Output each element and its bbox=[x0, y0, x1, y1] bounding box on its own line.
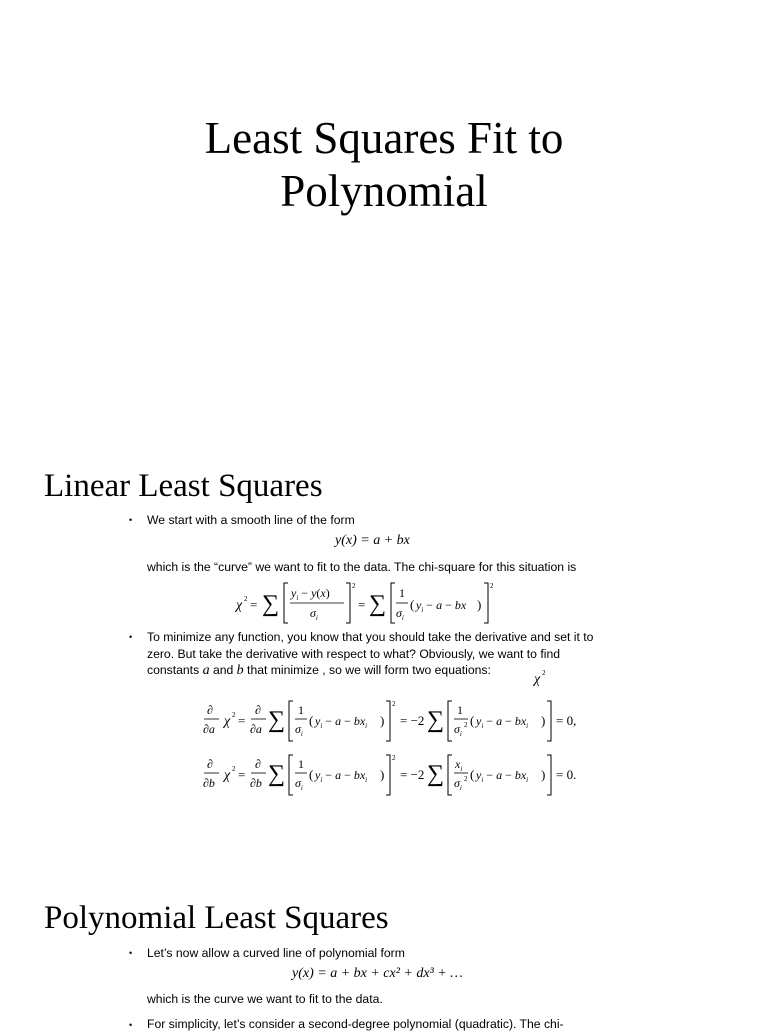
svg-text:(: ( bbox=[470, 767, 475, 782]
bullet-marker: • bbox=[129, 1020, 133, 1030]
svg-text:= 0,: = 0, bbox=[556, 713, 577, 728]
svg-text:): ) bbox=[477, 597, 482, 612]
svg-text:∑: ∑ bbox=[369, 591, 387, 617]
svg-text:χ: χ bbox=[236, 598, 243, 613]
polynomial-least-squares-heading: Polynomial Least Squares bbox=[44, 900, 389, 936]
svg-text:2: 2 bbox=[244, 595, 248, 603]
svg-text:∂: ∂ bbox=[255, 703, 261, 717]
svg-text:∑: ∑ bbox=[268, 761, 286, 787]
svg-text:): ) bbox=[541, 767, 546, 782]
svg-text:=: = bbox=[358, 597, 366, 612]
bullet-minimize-line3 bbox=[147, 662, 491, 679]
svg-text:1: 1 bbox=[457, 703, 463, 717]
svg-text:1: 1 bbox=[298, 757, 304, 771]
svg-text:∑: ∑ bbox=[427, 707, 445, 733]
bullet-polynomial-form: Let’s now allow a curved line of polynomial form bbox=[147, 946, 405, 960]
curve-description: which is the “curve” we want to fit to the data. The chi-square for this situation is bbox=[147, 560, 577, 574]
svg-text:2: 2 bbox=[392, 700, 396, 708]
svg-text:σi: $\sigma_i$ bbox=[454, 776, 462, 792]
svg-text:2: 2 bbox=[232, 711, 236, 719]
bullet-quadratic: For simplicity, let’s consider a second-degree polynomial (quadratic). The chi- bbox=[147, 1017, 564, 1031]
chi-square-equation bbox=[236, 580, 506, 626]
svg-text:2: 2 bbox=[232, 765, 236, 773]
curve-fit-description: which is the curve we want to fit to the data. bbox=[147, 992, 383, 1006]
bullet-smooth-line: We start with a smooth line of the form bbox=[147, 513, 355, 527]
svg-text:σi: $\sigma_i$ bbox=[454, 722, 462, 738]
svg-text:(: ( bbox=[470, 713, 475, 728]
svg-text:): ) bbox=[541, 713, 546, 728]
svg-text:1: 1 bbox=[399, 586, 405, 600]
svg-text:χ: χ bbox=[534, 672, 541, 687]
text-fragment: constants bbox=[147, 663, 203, 677]
text-fragment: and bbox=[209, 663, 237, 677]
text-fragment: that minimize , so we will form two equations: bbox=[243, 663, 491, 677]
linear-model-equation: y(x) = a + bx bbox=[335, 533, 410, 548]
variable-b: b bbox=[236, 663, 244, 678]
svg-text:(: ( bbox=[410, 597, 415, 612]
svg-text:2: 2 bbox=[464, 775, 468, 783]
svg-text:σi: $\sigma_i$ bbox=[295, 722, 303, 738]
bullet-minimize-line2: zero. But take the derivative with respect to what? Obviously, we want to find bbox=[147, 647, 560, 661]
svg-text:yi − y(x): $y_i - y(x)$ bbox=[291, 586, 330, 602]
svg-text:2: 2 bbox=[542, 669, 546, 677]
svg-text:σi: $\sigma_i$ bbox=[295, 776, 303, 792]
svg-text:2: 2 bbox=[464, 721, 468, 729]
bullet-marker: • bbox=[129, 515, 133, 525]
svg-text:σi: $\sigma_i$ bbox=[396, 606, 404, 622]
svg-text:yi − a − bxi: $y_i - a - bx_i$ bbox=[315, 714, 368, 730]
svg-text:∂: ∂ bbox=[255, 757, 261, 771]
svg-text:∑: ∑ bbox=[427, 761, 445, 787]
svg-text:): ) bbox=[380, 713, 385, 728]
title-line-1: Least Squares Fit to bbox=[204, 113, 564, 163]
svg-text:2: 2 bbox=[490, 582, 494, 590]
svg-text:=: = bbox=[250, 597, 258, 612]
svg-text:yi − a − bxi: $y_i - a - bx_i$ bbox=[476, 768, 529, 784]
svg-text:χ: χ bbox=[224, 768, 231, 783]
svg-text:yi − a − bxi: $y_i - a - bx_i$ bbox=[476, 714, 529, 730]
svg-text:σi: $\sigma_i$ bbox=[310, 606, 318, 622]
svg-text:∑: ∑ bbox=[262, 591, 280, 617]
linear-least-squares-heading: Linear Least Squares bbox=[44, 468, 323, 504]
svg-text:= 0.: = 0. bbox=[556, 767, 577, 782]
svg-text:= −2: = −2 bbox=[400, 713, 425, 728]
svg-text:): ) bbox=[380, 767, 385, 782]
bullet-marker: • bbox=[129, 948, 133, 958]
svg-text:=: = bbox=[238, 767, 246, 782]
svg-text:∂b: ∂b bbox=[203, 776, 215, 790]
svg-text:∂a: ∂a bbox=[203, 722, 215, 736]
variable-a: a bbox=[202, 663, 210, 678]
chi-square-symbol bbox=[534, 668, 554, 688]
svg-text:= −2: = −2 bbox=[400, 767, 425, 782]
svg-text:∂: ∂ bbox=[207, 757, 213, 771]
polynomial-model-equation: y(x) = a + bx + cx² + dx³ + … bbox=[292, 966, 463, 981]
title-line-2: Polynomial bbox=[280, 166, 488, 216]
derivative-equations bbox=[200, 700, 590, 800]
svg-text:∑: ∑ bbox=[268, 707, 286, 733]
svg-text:yi − a − bx: $y_i - a$ − bx bbox=[416, 598, 467, 614]
svg-text:(: ( bbox=[309, 767, 314, 782]
bullet-marker: • bbox=[129, 632, 133, 642]
svg-text:∂a: ∂a bbox=[250, 722, 262, 736]
svg-text:=: = bbox=[238, 713, 246, 728]
svg-text:χ: χ bbox=[224, 714, 231, 729]
svg-text:xi: $x_i$ bbox=[455, 757, 463, 773]
svg-text:yi − a − bxi: $y_i - a - bx_i$ bbox=[315, 768, 368, 784]
svg-text:∂b: ∂b bbox=[250, 776, 262, 790]
svg-text:2: 2 bbox=[352, 582, 356, 590]
bullet-minimize-line1: To minimize any function, you know that you should take the derivative and set it to bbox=[147, 630, 594, 644]
slide-title bbox=[0, 112, 768, 218]
svg-text:∂: ∂ bbox=[207, 703, 213, 717]
svg-text:1: 1 bbox=[298, 703, 304, 717]
svg-text:(: ( bbox=[309, 713, 314, 728]
svg-text:2: 2 bbox=[392, 754, 396, 762]
